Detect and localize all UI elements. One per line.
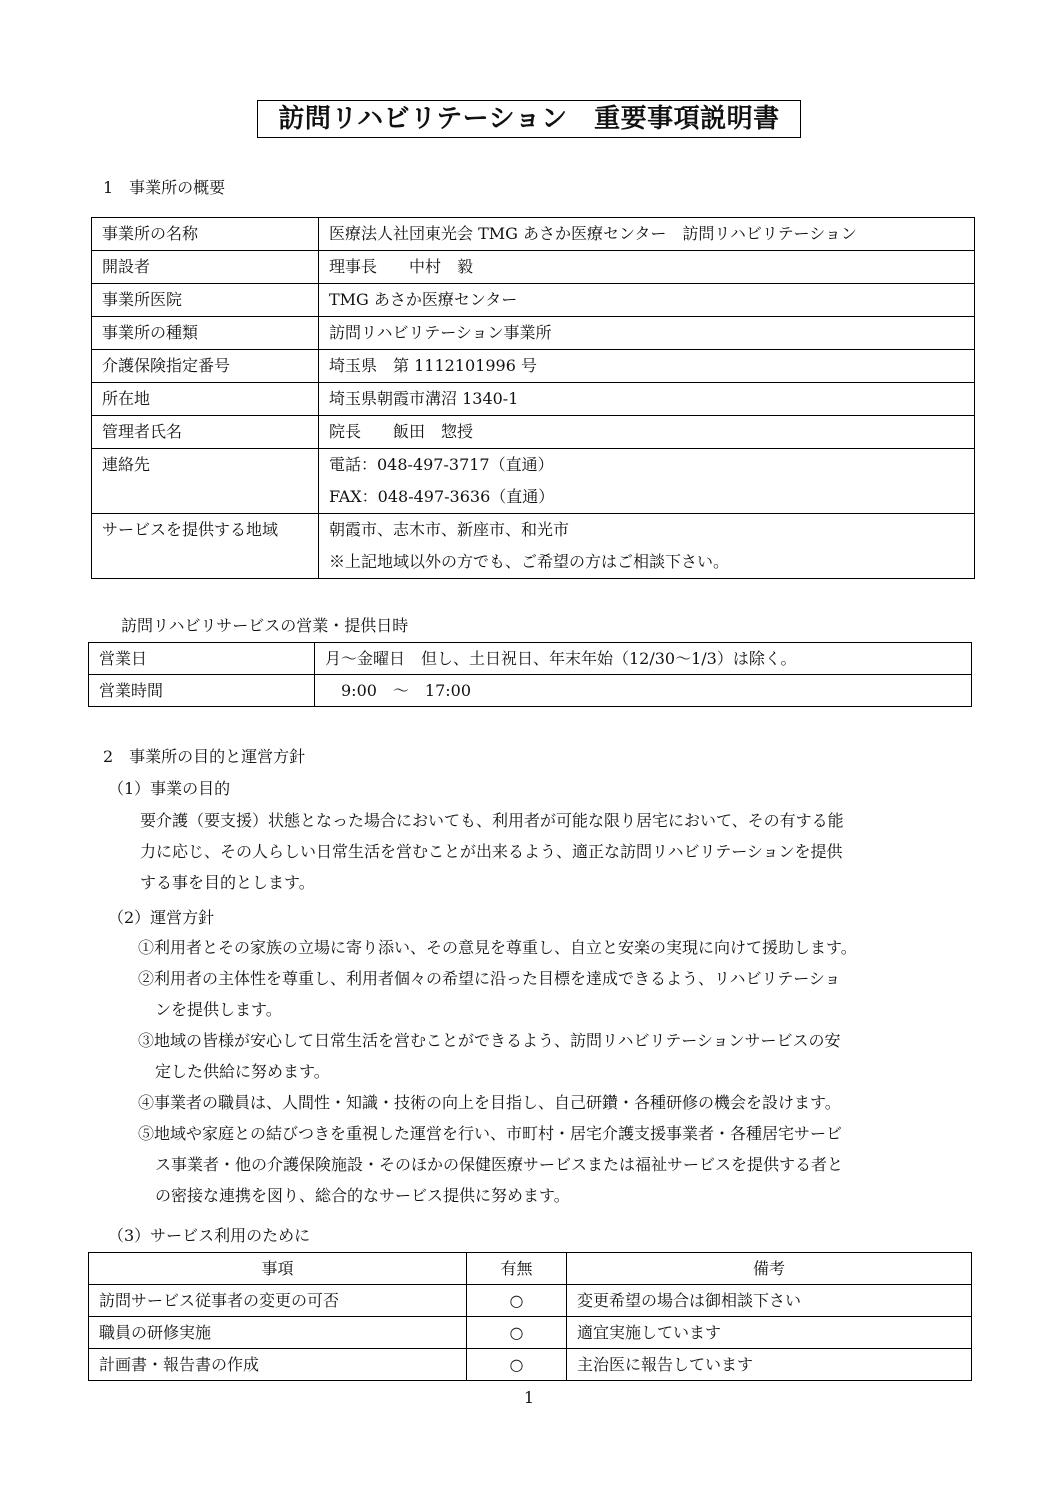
policy-item: ③地域の皆様が安心して日常生活を営むことができるよう、訪問リハビリテーションサービスの安 定した供給に努めます。 xyxy=(138,1031,841,1081)
fax-line: FAX：048-497-3636（直通） xyxy=(329,487,555,506)
office-overview-table xyxy=(91,217,975,579)
notes-cell: 適宜実施しています xyxy=(567,1317,972,1349)
row-value: 訪問リハビリテーション事業所 xyxy=(319,317,975,350)
policy-heading: （2）運営方針 xyxy=(108,908,215,927)
row-value: 埼玉県朝霞市溝沼 1340-1 xyxy=(319,383,975,416)
row-label: 事業所の名称 xyxy=(92,218,319,251)
notes-cell: 変更希望の場合は御相談下さい xyxy=(567,1285,972,1317)
column-header-availability: 有無 xyxy=(467,1253,567,1285)
row-value: 9:00 ～ 17:00 xyxy=(315,675,972,707)
page-number: 1 xyxy=(523,1388,535,1407)
row-value: 理事長 中村 毅 xyxy=(319,251,975,284)
policy-item: ②利用者の主体性を尊重し、利用者個々の希望に沿った目標を達成できるよう、リハビリテーショ ンを提供します。 xyxy=(138,969,841,1019)
table-row xyxy=(92,416,975,449)
table-row xyxy=(92,514,975,579)
policy-item: ①利用者とその家族の立場に寄り添い、その意見を尊重し、自立と安楽の実現に向けて援助します。 xyxy=(138,938,857,957)
table-row xyxy=(89,675,972,707)
row-label: 事業所の種類 xyxy=(92,317,319,350)
availability-cell: ○ xyxy=(467,1317,567,1349)
purpose-text xyxy=(140,805,844,898)
availability-cell: ○ xyxy=(467,1285,567,1317)
row-label: 開設者 xyxy=(92,251,319,284)
section1-heading: 1 事業所の概要 xyxy=(103,178,226,197)
table-row xyxy=(89,1317,972,1349)
row-label: 連絡先 xyxy=(92,449,319,514)
row-value: TMG あさか医療センター xyxy=(319,284,975,317)
row-label: 介護保険指定番号 xyxy=(92,350,319,383)
notes-cell: 主治医に報告しています xyxy=(567,1349,972,1381)
purpose-line: する事を目的とします。 xyxy=(140,873,315,892)
policy-list xyxy=(138,932,857,1211)
table-row xyxy=(92,251,975,284)
section2-heading: 2 事業所の目的と運営方針 xyxy=(103,747,306,766)
item-cell: 計画書・報告書の作成 xyxy=(89,1349,467,1381)
row-value xyxy=(319,514,975,579)
area-line: 朝霞市、志木市、新座市、和光市 xyxy=(329,520,570,539)
table-row xyxy=(89,1285,972,1317)
table-row xyxy=(92,284,975,317)
purpose-line: 力に応じ、その人らしい日常生活を営むことが出来るよう、適正な訪問リハビリテーションを提供 xyxy=(140,842,843,861)
area-note-line: ※上記地域以外の方でも、ご希望の方はご相談下さい。 xyxy=(329,552,730,571)
row-label: 事業所医院 xyxy=(92,284,319,317)
document-title: 訪問リハビリテーション 重要事項説明書 xyxy=(257,100,801,138)
row-value: 院長 飯田 惣授 xyxy=(319,416,975,449)
table-row xyxy=(92,350,975,383)
item-cell: 訪問サービス従事者の変更の可否 xyxy=(89,1285,467,1317)
row-label: サービスを提供する地域 xyxy=(92,514,319,579)
purpose-heading: （1）事業の目的 xyxy=(108,779,231,798)
column-header-item: 事項 xyxy=(89,1253,467,1285)
row-label: 所在地 xyxy=(92,383,319,416)
phone-line: 電話：048-497-3717（直通） xyxy=(329,455,554,474)
table-row xyxy=(92,383,975,416)
row-value: 月～金曜日 但し、土日祝日、年末年始（12/30～1/3）は除く。 xyxy=(315,643,972,675)
row-value xyxy=(319,449,975,514)
item-cell: 職員の研修実施 xyxy=(89,1317,467,1349)
hours-heading: 訪問リハビリサービスの営業・提供日時 xyxy=(121,616,409,635)
service-heading: （3）サービス利用のために xyxy=(108,1226,311,1245)
row-label: 管理者氏名 xyxy=(92,416,319,449)
policy-item: ④事業者の職員は、人間性・知識・技術の向上を目指し、自己研鑽・各種研修の機会を設けます。 xyxy=(138,1093,841,1112)
policy-item: ⑤地域や家庭との結びつきを重視した運営を行い、市町村・居宅介護支援事業者・各種居宅サービ ス事業者・他の介護保険施設・そのほかの保健医療サービスまたは福祉サービスを提供する者と の密接な連携を図り、総合的なサービス提供に努めます。 xyxy=(138,1124,844,1205)
row-label: 営業時間 xyxy=(89,675,315,707)
column-header-notes: 備考 xyxy=(567,1253,972,1285)
row-value: 医療法人社団東光会 TMG あさか医療センター 訪問リハビリテーション xyxy=(319,218,975,251)
table-row xyxy=(92,218,975,251)
table-header-row xyxy=(89,1253,972,1285)
row-label: 営業日 xyxy=(89,643,315,675)
table-row xyxy=(92,449,975,514)
business-hours-table xyxy=(88,642,972,707)
service-table xyxy=(88,1252,972,1381)
table-row xyxy=(89,1349,972,1381)
table-row xyxy=(92,317,975,350)
availability-cell: ○ xyxy=(467,1349,567,1381)
purpose-line: 要介護（要支援）状態となった場合においても、利用者が可能な限り居宅において、その有する能 xyxy=(140,811,844,830)
table-row xyxy=(89,643,972,675)
row-value: 埼玉県 第 1112101996 号 xyxy=(319,350,975,383)
